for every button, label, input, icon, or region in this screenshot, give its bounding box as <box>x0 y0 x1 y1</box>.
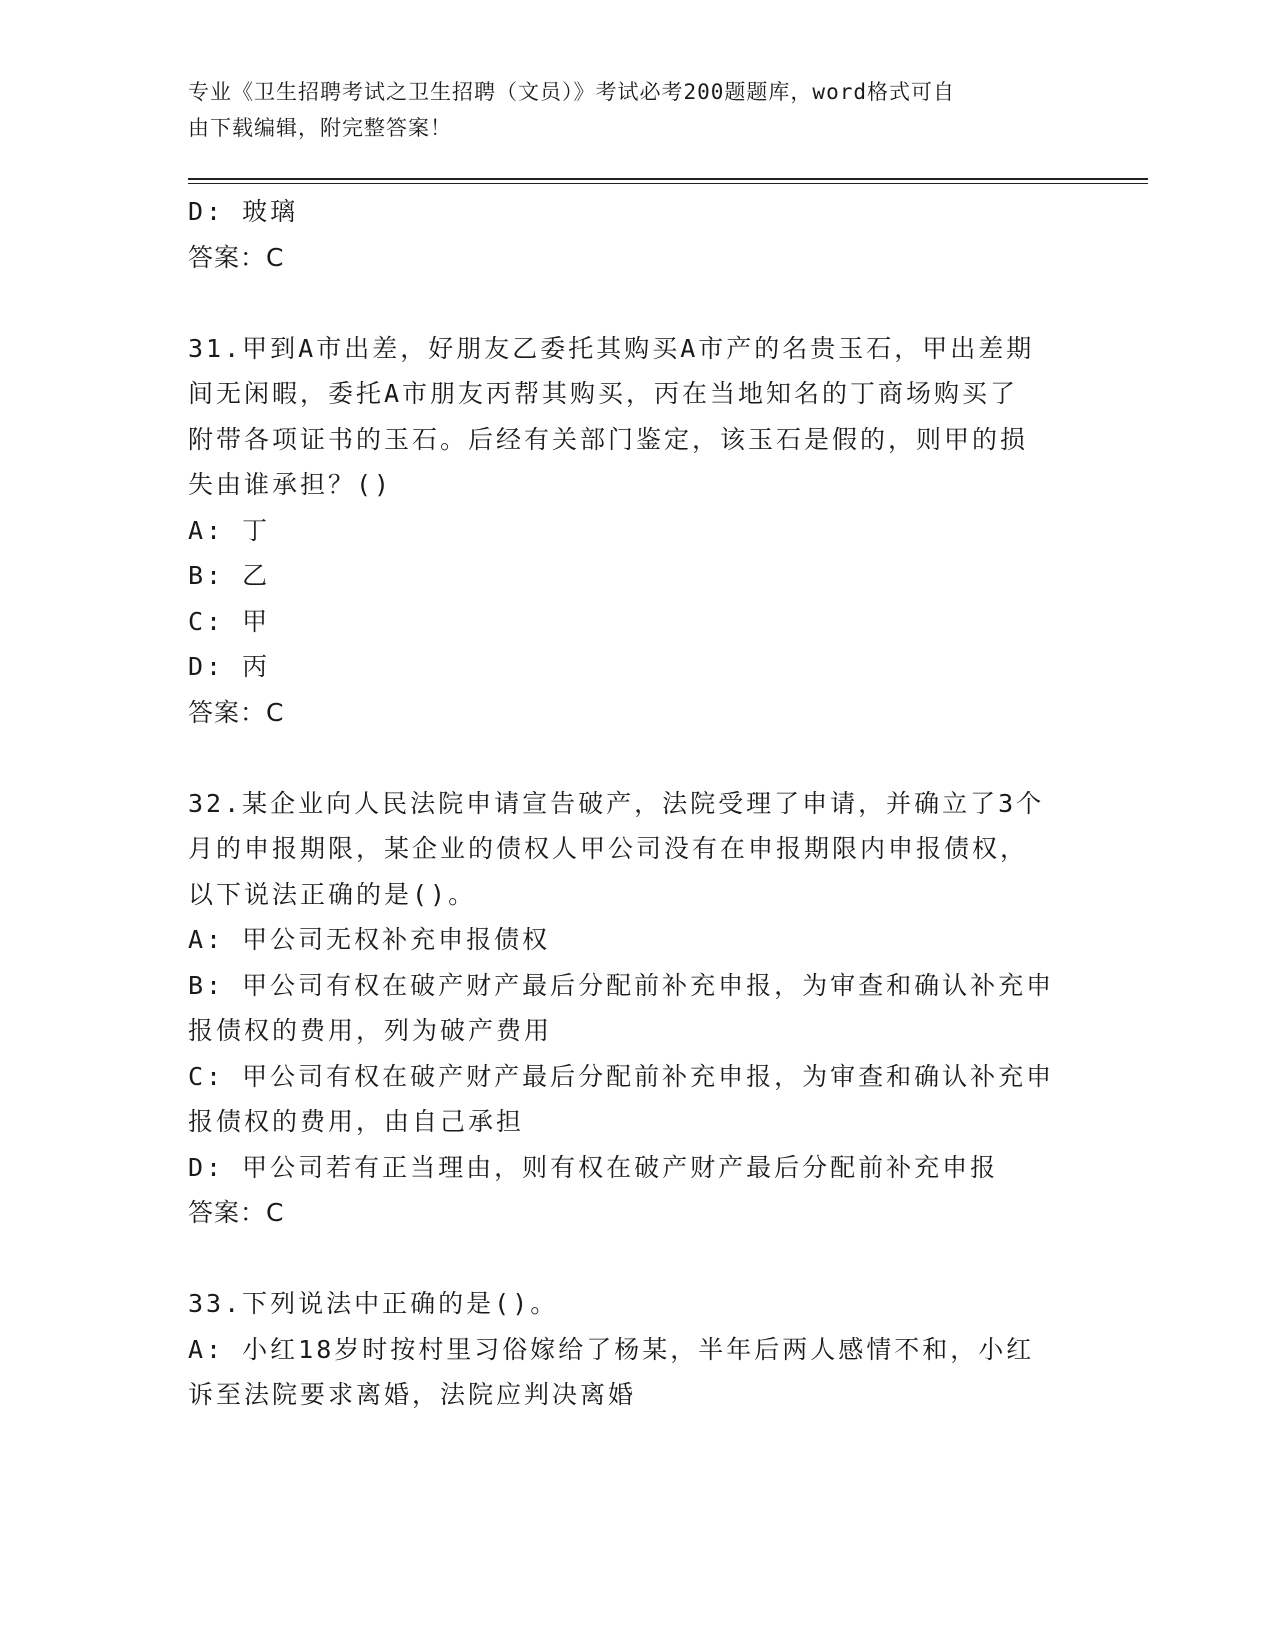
header-line: 专业《卫生招聘考试之卫生招聘（文员）》考试必考200题题库，word格式可自 <box>188 80 955 104</box>
question-32 <box>188 781 1068 1236</box>
answer-line: 答案：C <box>188 1198 285 1227</box>
option-c-cont: 报债权的费用，由自己承担 <box>188 1107 525 1136</box>
question-33 <box>188 1281 1068 1418</box>
question-31 <box>188 326 1068 736</box>
answer-line: 答案：C <box>188 697 285 727</box>
document-header <box>188 74 1068 146</box>
question-stem-line: 31.甲到A市出差，好朋友乙委托其购买A市产的名贵玉石，甲出差期 <box>188 333 1035 363</box>
question-stem-line: 月的申报期限，某企业的债权人甲公司没有在申报期限内申报债权， <box>188 834 1029 863</box>
header-divider-thin <box>188 183 1148 184</box>
option-b: B: 甲公司有权在破产财产最后分配前补充申报，为审查和确认补充申 <box>188 970 1055 1000</box>
option-a: A: 甲公司无权补充申报债权 <box>188 925 551 954</box>
option-d: D: 玻璃 <box>188 197 299 226</box>
option-c: C: 甲公司有权在破产财产最后分配前补充申报，为审查和确认补充申 <box>188 1061 1055 1091</box>
option-d: D: 甲公司若有正当理由，则有权在破产财产最后分配前补充申报 <box>188 1152 999 1182</box>
question-30-tail <box>188 189 1068 280</box>
header-divider <box>188 178 1148 180</box>
option-b-cont: 报债权的费用，列为破产费用 <box>188 1016 553 1045</box>
option-a: A: 丁 <box>188 515 271 545</box>
question-stem-line: 间无闲暇，委托A市朋友丙帮其购买，丙在当地知名的丁商场购买了 <box>188 379 1019 408</box>
spacer <box>188 735 1068 781</box>
option-a: A: 小红18岁时按村里习俗嫁给了杨某，半年后两人感情不和，小红 <box>188 1334 1035 1364</box>
question-stem-line: 失由谁承担？() <box>188 470 393 499</box>
question-stem-line: 32.某企业向人民法院申请宣告破产，法院受理了申请，并确立了3个 <box>188 788 1045 818</box>
question-stem-line: 附带各项证书的玉石。后经有关部门鉴定，该玉石是假的，则甲的损 <box>188 424 1029 454</box>
question-list <box>188 189 1068 1418</box>
spacer <box>188 280 1068 326</box>
header-line: 由下载编辑，附完整答案！ <box>188 116 452 140</box>
answer-line: 答案：C <box>188 242 285 272</box>
option-b: B: 乙 <box>188 561 271 590</box>
question-stem-line: 以下说法正确的是()。 <box>188 879 477 909</box>
option-d: D: 丙 <box>188 652 271 681</box>
question-stem-line: 33.下列说法中正确的是()。 <box>188 1289 559 1318</box>
option-a-cont: 诉至法院要求离婚，法院应判决离婚 <box>188 1380 637 1409</box>
option-c: C: 甲 <box>188 606 271 636</box>
spacer <box>188 1236 1068 1282</box>
